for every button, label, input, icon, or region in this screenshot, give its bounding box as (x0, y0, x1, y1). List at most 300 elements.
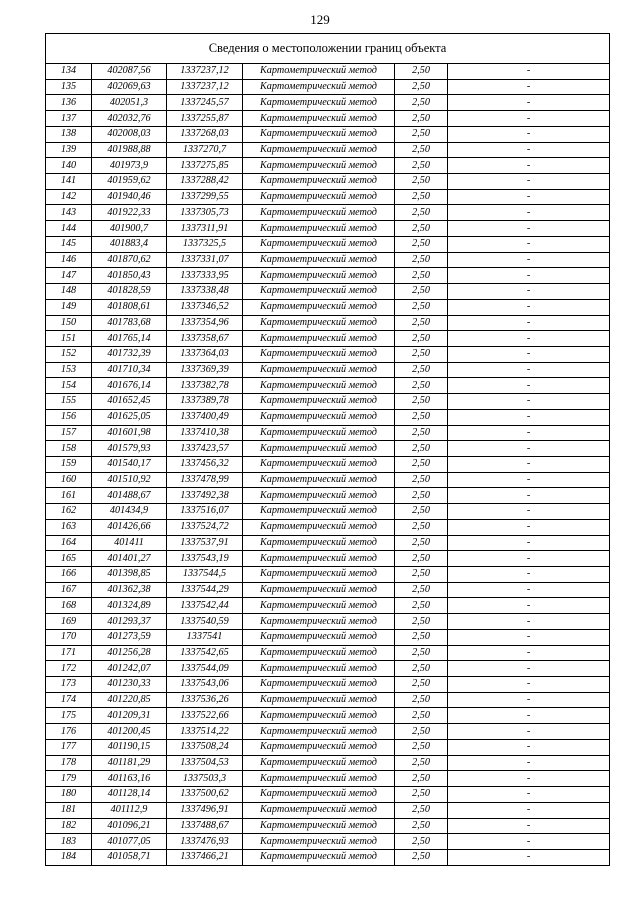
cell-point-number: 135 (46, 79, 92, 95)
cell-method: Картометрический метод (243, 158, 395, 174)
cell-y-coordinate: 1337488,67 (167, 818, 243, 834)
cell-accuracy: 2,50 (395, 158, 448, 174)
cell-x-coordinate: 401077,05 (92, 834, 167, 850)
cell-method: Картометрический метод (243, 771, 395, 787)
cell-point-number: 155 (46, 394, 92, 410)
cell-point-number: 166 (46, 567, 92, 583)
cell-y-coordinate: 1337542,65 (167, 645, 243, 661)
table-row (46, 158, 610, 174)
cell-x-coordinate: 401273,59 (92, 629, 167, 645)
cell-x-coordinate: 401434,9 (92, 504, 167, 520)
cell-y-coordinate: 1337544,29 (167, 582, 243, 598)
cell-point-number: 152 (46, 346, 92, 362)
cell-x-coordinate: 401190,15 (92, 739, 167, 755)
cell-x-coordinate: 401230,33 (92, 677, 167, 693)
cell-accuracy: 2,50 (395, 331, 448, 347)
cell-point-number: 138 (46, 126, 92, 142)
cell-y-coordinate: 1337456,32 (167, 456, 243, 472)
cell-y-coordinate: 1337524,72 (167, 519, 243, 535)
cell-method: Картометрический метод (243, 221, 395, 237)
cell-point-number: 144 (46, 221, 92, 237)
cell-accuracy: 2,50 (395, 362, 448, 378)
table-row (46, 472, 610, 488)
cell-method: Картометрический метод (243, 645, 395, 661)
cell-method: Картометрический метод (243, 488, 395, 504)
cell-point-number: 143 (46, 205, 92, 221)
cell-description: - (448, 126, 610, 142)
cell-point-number: 184 (46, 849, 92, 865)
cell-description: - (448, 64, 610, 80)
cell-accuracy: 2,50 (395, 645, 448, 661)
cell-y-coordinate: 1337536,26 (167, 692, 243, 708)
cell-x-coordinate: 402051,3 (92, 95, 167, 111)
cell-accuracy: 2,50 (395, 409, 448, 425)
cell-method: Картометрический метод (243, 189, 395, 205)
cell-accuracy: 2,50 (395, 268, 448, 284)
table-row (46, 708, 610, 724)
cell-y-coordinate: 1337544,09 (167, 661, 243, 677)
cell-accuracy: 2,50 (395, 346, 448, 362)
cell-accuracy: 2,50 (395, 849, 448, 865)
table-row (46, 739, 610, 755)
cell-description: - (448, 629, 610, 645)
cell-accuracy: 2,50 (395, 472, 448, 488)
cell-y-coordinate: 1337496,91 (167, 802, 243, 818)
cell-description: - (448, 315, 610, 331)
cell-point-number: 176 (46, 724, 92, 740)
cell-description: - (448, 346, 610, 362)
cell-method: Картометрический метод (243, 629, 395, 645)
cell-point-number: 161 (46, 488, 92, 504)
cell-y-coordinate: 1337537,91 (167, 535, 243, 551)
cell-x-coordinate: 401652,45 (92, 394, 167, 410)
cell-accuracy: 2,50 (395, 189, 448, 205)
cell-accuracy: 2,50 (395, 677, 448, 693)
cell-description: - (448, 378, 610, 394)
table-row (46, 519, 610, 535)
cell-x-coordinate: 401900,7 (92, 221, 167, 237)
cell-description: - (448, 739, 610, 755)
table-row (46, 142, 610, 158)
cell-accuracy: 2,50 (395, 299, 448, 315)
cell-description: - (448, 205, 610, 221)
cell-point-number: 172 (46, 661, 92, 677)
cell-method: Картометрический метод (243, 849, 395, 865)
cell-point-number: 168 (46, 598, 92, 614)
cell-method: Картометрический метод (243, 834, 395, 850)
cell-y-coordinate: 1337354,96 (167, 315, 243, 331)
cell-accuracy: 2,50 (395, 378, 448, 394)
cell-x-coordinate: 401128,14 (92, 787, 167, 803)
cell-description: - (448, 661, 610, 677)
cell-point-number: 169 (46, 614, 92, 630)
cell-description: - (448, 802, 610, 818)
cell-y-coordinate: 1337389,78 (167, 394, 243, 410)
cell-point-number: 149 (46, 299, 92, 315)
cell-method: Картометрический метод (243, 441, 395, 457)
table-row (46, 284, 610, 300)
table-row (46, 629, 610, 645)
cell-method: Картометрический метод (243, 95, 395, 111)
cell-y-coordinate: 1337514,22 (167, 724, 243, 740)
cell-y-coordinate: 1337544,5 (167, 567, 243, 583)
cell-accuracy: 2,50 (395, 79, 448, 95)
table-row (46, 64, 610, 80)
cell-method: Картометрический метод (243, 724, 395, 740)
cell-description: - (448, 158, 610, 174)
cell-method: Картометрический метод (243, 519, 395, 535)
cell-accuracy: 2,50 (395, 787, 448, 803)
cell-x-coordinate: 401209,31 (92, 708, 167, 724)
table-row (46, 299, 610, 315)
cell-description: - (448, 535, 610, 551)
cell-method: Картометрический метод (243, 394, 395, 410)
cell-accuracy: 2,50 (395, 315, 448, 331)
cell-point-number: 139 (46, 142, 92, 158)
cell-y-coordinate: 1337311,91 (167, 221, 243, 237)
cell-x-coordinate: 401732,39 (92, 346, 167, 362)
cell-y-coordinate: 1337543,19 (167, 551, 243, 567)
cell-description: - (448, 299, 610, 315)
cell-method: Картометрический метод (243, 299, 395, 315)
cell-y-coordinate: 1337338,48 (167, 284, 243, 300)
cell-y-coordinate: 1337516,07 (167, 504, 243, 520)
cell-accuracy: 2,50 (395, 488, 448, 504)
cell-point-number: 170 (46, 629, 92, 645)
cell-point-number: 164 (46, 535, 92, 551)
cell-y-coordinate: 1337540,59 (167, 614, 243, 630)
table-row (46, 362, 610, 378)
cell-y-coordinate: 1337466,21 (167, 849, 243, 865)
table-title: Сведения о местоположении границ объекта (46, 34, 610, 64)
cell-point-number: 178 (46, 755, 92, 771)
cell-x-coordinate: 401579,93 (92, 441, 167, 457)
cell-point-number: 154 (46, 378, 92, 394)
table-row (46, 677, 610, 693)
table-row (46, 95, 610, 111)
cell-point-number: 175 (46, 708, 92, 724)
cell-x-coordinate: 401828,59 (92, 284, 167, 300)
cell-point-number: 171 (46, 645, 92, 661)
cell-y-coordinate: 1337305,73 (167, 205, 243, 221)
cell-x-coordinate: 401256,28 (92, 645, 167, 661)
table-row (46, 221, 610, 237)
cell-x-coordinate: 401625,05 (92, 409, 167, 425)
table-row (46, 268, 610, 284)
boundary-table (45, 33, 610, 866)
cell-point-number: 179 (46, 771, 92, 787)
cell-point-number: 159 (46, 456, 92, 472)
cell-point-number: 180 (46, 787, 92, 803)
cell-x-coordinate: 401181,29 (92, 755, 167, 771)
cell-method: Картометрический метод (243, 614, 395, 630)
table-row (46, 236, 610, 252)
table-row (46, 205, 610, 221)
table-row (46, 488, 610, 504)
cell-x-coordinate: 401710,34 (92, 362, 167, 378)
cell-method: Картометрический метод (243, 708, 395, 724)
cell-accuracy: 2,50 (395, 755, 448, 771)
cell-point-number: 147 (46, 268, 92, 284)
cell-accuracy: 2,50 (395, 394, 448, 410)
cell-y-coordinate: 1337382,78 (167, 378, 243, 394)
table-row (46, 771, 610, 787)
table-row (46, 551, 610, 567)
table-row (46, 834, 610, 850)
cell-method: Картометрический метод (243, 346, 395, 362)
cell-y-coordinate: 1337237,12 (167, 64, 243, 80)
cell-method: Картометрический метод (243, 787, 395, 803)
cell-accuracy: 2,50 (395, 692, 448, 708)
cell-x-coordinate: 401940,46 (92, 189, 167, 205)
cell-x-coordinate: 401293,37 (92, 614, 167, 630)
cell-method: Картометрический метод (243, 331, 395, 347)
table-row (46, 614, 610, 630)
table-row (46, 645, 610, 661)
cell-x-coordinate: 401959,62 (92, 174, 167, 190)
table-row (46, 692, 610, 708)
cell-y-coordinate: 1337504,53 (167, 755, 243, 771)
table-body (46, 64, 610, 866)
table-row (46, 818, 610, 834)
cell-accuracy: 2,50 (395, 64, 448, 80)
cell-description: - (448, 551, 610, 567)
cell-description: - (448, 849, 610, 865)
cell-point-number: 173 (46, 677, 92, 693)
cell-point-number: 137 (46, 111, 92, 127)
cell-method: Картометрический метод (243, 64, 395, 80)
cell-description: - (448, 488, 610, 504)
table-row (46, 378, 610, 394)
cell-method: Картометрический метод (243, 456, 395, 472)
table-row (46, 346, 610, 362)
cell-method: Картометрический метод (243, 504, 395, 520)
table-row (46, 315, 610, 331)
cell-x-coordinate: 401242,07 (92, 661, 167, 677)
cell-description: - (448, 724, 610, 740)
cell-method: Картометрический метод (243, 818, 395, 834)
cell-point-number: 136 (46, 95, 92, 111)
cell-point-number: 158 (46, 441, 92, 457)
cell-point-number: 182 (46, 818, 92, 834)
cell-accuracy: 2,50 (395, 252, 448, 268)
cell-method: Картометрический метод (243, 661, 395, 677)
cell-method: Картометрический метод (243, 582, 395, 598)
cell-point-number: 141 (46, 174, 92, 190)
cell-point-number: 167 (46, 582, 92, 598)
cell-y-coordinate: 1337542,44 (167, 598, 243, 614)
cell-description: - (448, 174, 610, 190)
cell-y-coordinate: 1337270,7 (167, 142, 243, 158)
cell-y-coordinate: 1337358,67 (167, 331, 243, 347)
cell-description: - (448, 567, 610, 583)
cell-method: Картометрический метод (243, 802, 395, 818)
cell-y-coordinate: 1337237,12 (167, 79, 243, 95)
table-row (46, 724, 610, 740)
cell-accuracy: 2,50 (395, 582, 448, 598)
cell-method: Картометрический метод (243, 142, 395, 158)
cell-y-coordinate: 1337500,62 (167, 787, 243, 803)
cell-point-number: 146 (46, 252, 92, 268)
cell-accuracy: 2,50 (395, 126, 448, 142)
cell-accuracy: 2,50 (395, 551, 448, 567)
cell-accuracy: 2,50 (395, 834, 448, 850)
table-row (46, 661, 610, 677)
cell-accuracy: 2,50 (395, 174, 448, 190)
cell-accuracy: 2,50 (395, 95, 448, 111)
cell-y-coordinate: 1337522,66 (167, 708, 243, 724)
cell-description: - (448, 834, 610, 850)
cell-point-number: 153 (46, 362, 92, 378)
cell-method: Картометрический метод (243, 315, 395, 331)
table-row (46, 126, 610, 142)
cell-method: Картометрический метод (243, 79, 395, 95)
cell-x-coordinate: 402087,56 (92, 64, 167, 80)
cell-accuracy: 2,50 (395, 724, 448, 740)
cell-point-number: 174 (46, 692, 92, 708)
cell-y-coordinate: 1337400,49 (167, 409, 243, 425)
cell-x-coordinate: 402069,63 (92, 79, 167, 95)
cell-point-number: 134 (46, 64, 92, 80)
cell-point-number: 165 (46, 551, 92, 567)
cell-description: - (448, 519, 610, 535)
cell-y-coordinate: 1337423,57 (167, 441, 243, 457)
cell-method: Картометрический метод (243, 677, 395, 693)
cell-description: - (448, 472, 610, 488)
cell-method: Картометрический метод (243, 362, 395, 378)
cell-description: - (448, 394, 610, 410)
table-row (46, 111, 610, 127)
cell-method: Картометрический метод (243, 284, 395, 300)
cell-y-coordinate: 1337288,42 (167, 174, 243, 190)
cell-x-coordinate: 401096,21 (92, 818, 167, 834)
table-row (46, 252, 610, 268)
cell-accuracy: 2,50 (395, 739, 448, 755)
cell-y-coordinate: 1337364,03 (167, 346, 243, 362)
cell-method: Картометрический метод (243, 598, 395, 614)
cell-x-coordinate: 401401,27 (92, 551, 167, 567)
cell-y-coordinate: 1337255,87 (167, 111, 243, 127)
cell-y-coordinate: 1337325,5 (167, 236, 243, 252)
cell-method: Картометрический метод (243, 205, 395, 221)
table-row (46, 456, 610, 472)
cell-accuracy: 2,50 (395, 535, 448, 551)
cell-point-number: 162 (46, 504, 92, 520)
cell-x-coordinate: 401488,67 (92, 488, 167, 504)
cell-x-coordinate: 401220,85 (92, 692, 167, 708)
cell-description: - (448, 456, 610, 472)
cell-x-coordinate: 401362,38 (92, 582, 167, 598)
page-number: 129 (310, 12, 330, 27)
cell-accuracy: 2,50 (395, 425, 448, 441)
cell-y-coordinate: 1337476,93 (167, 834, 243, 850)
cell-accuracy: 2,50 (395, 441, 448, 457)
table-row (46, 582, 610, 598)
cell-description: - (448, 598, 610, 614)
cell-x-coordinate: 401870,62 (92, 252, 167, 268)
cell-method: Картометрический метод (243, 268, 395, 284)
cell-x-coordinate: 401540,17 (92, 456, 167, 472)
cell-description: - (448, 425, 610, 441)
cell-description: - (448, 79, 610, 95)
cell-x-coordinate: 401112,9 (92, 802, 167, 818)
cell-description: - (448, 252, 610, 268)
cell-x-coordinate: 401883,4 (92, 236, 167, 252)
cell-point-number: 142 (46, 189, 92, 205)
cell-method: Картометрический метод (243, 425, 395, 441)
cell-point-number: 160 (46, 472, 92, 488)
cell-description: - (448, 142, 610, 158)
cell-method: Картометрический метод (243, 692, 395, 708)
cell-description: - (448, 284, 610, 300)
cell-method: Картометрический метод (243, 567, 395, 583)
cell-description: - (448, 441, 610, 457)
cell-y-coordinate: 1337478,99 (167, 472, 243, 488)
cell-description: - (448, 189, 610, 205)
cell-accuracy: 2,50 (395, 818, 448, 834)
cell-y-coordinate: 1337503,3 (167, 771, 243, 787)
cell-x-coordinate: 401601,98 (92, 425, 167, 441)
cell-y-coordinate: 1337268,03 (167, 126, 243, 142)
cell-point-number: 151 (46, 331, 92, 347)
cell-description: - (448, 236, 610, 252)
cell-description: - (448, 409, 610, 425)
cell-x-coordinate: 401398,85 (92, 567, 167, 583)
cell-y-coordinate: 1337369,39 (167, 362, 243, 378)
table-row (46, 425, 610, 441)
cell-y-coordinate: 1337275,85 (167, 158, 243, 174)
cell-description: - (448, 362, 610, 378)
cell-accuracy: 2,50 (395, 236, 448, 252)
cell-description: - (448, 614, 610, 630)
cell-x-coordinate: 401058,71 (92, 849, 167, 865)
cell-accuracy: 2,50 (395, 504, 448, 520)
cell-x-coordinate: 401808,61 (92, 299, 167, 315)
cell-description: - (448, 221, 610, 237)
cell-x-coordinate: 401426,66 (92, 519, 167, 535)
cell-x-coordinate: 401850,43 (92, 268, 167, 284)
cell-point-number: 177 (46, 739, 92, 755)
cell-point-number: 157 (46, 425, 92, 441)
table-row (46, 331, 610, 347)
cell-accuracy: 2,50 (395, 598, 448, 614)
cell-accuracy: 2,50 (395, 771, 448, 787)
cell-x-coordinate: 401163,16 (92, 771, 167, 787)
cell-y-coordinate: 1337299,55 (167, 189, 243, 205)
cell-method: Картометрический метод (243, 472, 395, 488)
cell-method: Картометрический метод (243, 755, 395, 771)
table-row (46, 598, 610, 614)
cell-x-coordinate: 401922,33 (92, 205, 167, 221)
cell-description: - (448, 692, 610, 708)
cell-method: Картометрический метод (243, 739, 395, 755)
cell-x-coordinate: 401783,68 (92, 315, 167, 331)
cell-y-coordinate: 1337333,95 (167, 268, 243, 284)
cell-accuracy: 2,50 (395, 802, 448, 818)
cell-y-coordinate: 1337346,52 (167, 299, 243, 315)
cell-description: - (448, 677, 610, 693)
cell-y-coordinate: 1337245,57 (167, 95, 243, 111)
cell-accuracy: 2,50 (395, 142, 448, 158)
cell-point-number: 140 (46, 158, 92, 174)
table-row (46, 535, 610, 551)
cell-description: - (448, 331, 610, 347)
table-row (46, 79, 610, 95)
cell-x-coordinate: 402008,03 (92, 126, 167, 142)
table-row (46, 567, 610, 583)
cell-description: - (448, 755, 610, 771)
table-row (46, 787, 610, 803)
